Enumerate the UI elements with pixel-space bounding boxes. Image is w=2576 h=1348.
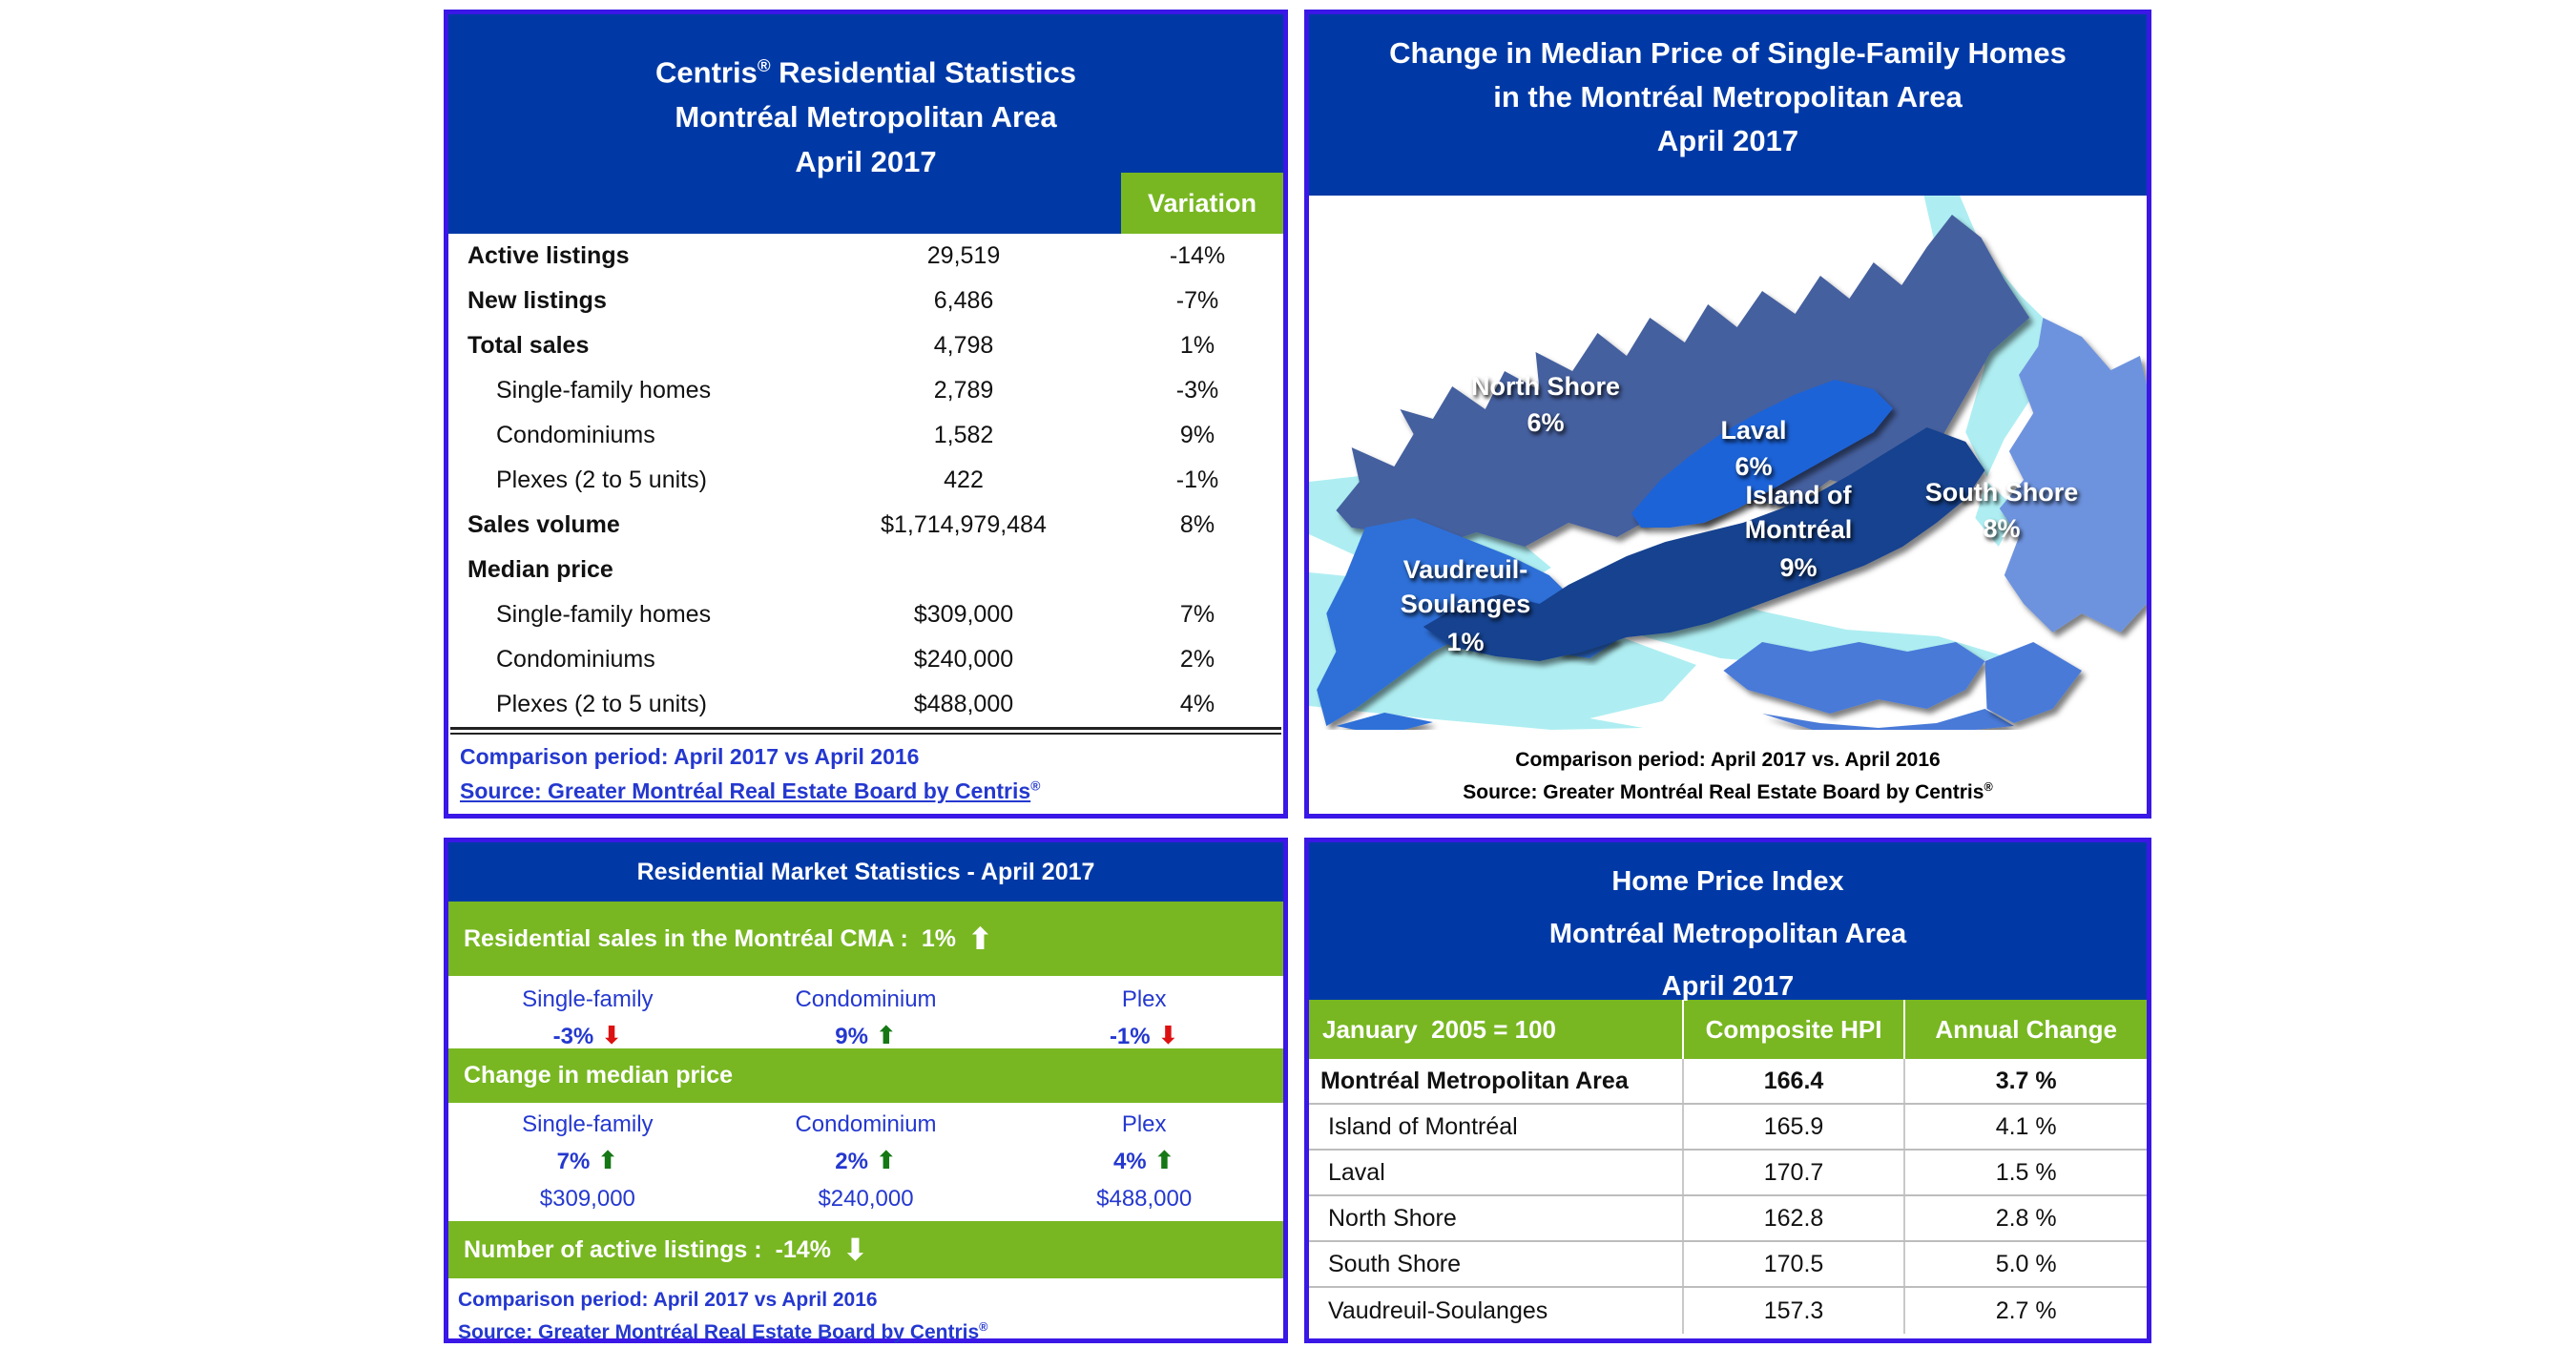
up-arrow-icon: ⬆	[875, 1022, 897, 1050]
table-row: Single-family homes 2,789 -3%	[496, 377, 1219, 404]
band-residential-sales	[448, 902, 1283, 976]
stats-title-line1	[448, 43, 1283, 94]
table-row: Vaudreuil-Soulanges 157.3 2.7 %	[1309, 1288, 2147, 1334]
down-arrow-icon: ⬇	[1157, 1022, 1179, 1050]
stats-title-line2: Montréal Metropolitan Area	[675, 100, 1057, 135]
map-title-line1: Change in Median Price of Single-Family Homes	[1389, 36, 2067, 70]
source-note: Source: Greater Montréal Real Estate Board by Centris®	[458, 1320, 988, 1343]
hpi-title-line1: Home Price Index	[1611, 866, 1844, 897]
variation-column-header	[1121, 173, 1283, 234]
table-row: Montréal Metropolitan Area 166.4 3.7 %	[1309, 1059, 2147, 1105]
table-row: Island of Montréal 165.9 4.1 %	[1309, 1105, 2147, 1151]
source-note: Source: Greater Montréal Real Estate Board by Centris®	[1463, 780, 1993, 803]
comparison-period-note: Comparison period: April 2017 vs April 2016	[460, 744, 920, 769]
table-row: North Shore 162.8 2.8 %	[1309, 1196, 2147, 1242]
table-row: New listings 6,486 -7%	[467, 287, 1219, 314]
hpi-title-line2: Montréal Metropolitan Area	[1548, 919, 1907, 949]
map-label-vaudreuil-soulanges: Vaudreuil- Soulanges 1%	[1400, 555, 1531, 656]
up-arrow-icon: ⬆	[597, 1147, 619, 1175]
sales-col-condominium: Condominium 9% ⬆	[795, 986, 937, 1050]
market-title: Residential Market Statistics - April 2017	[636, 858, 1095, 885]
hpi-base-header: January 2005 = 100	[1322, 1014, 1557, 1044]
comparison-period-note: Comparison period: April 2017 vs. April 2016	[1515, 749, 1941, 771]
market-footnotes	[448, 1278, 1283, 1346]
registered-mark: ®	[979, 1320, 988, 1334]
table-row: Laval 170.7 1.5 %	[1309, 1151, 2147, 1196]
band-median-label: Change in median price	[464, 1062, 734, 1089]
median-col-single-family: Single-family 7% ⬆ $309,000	[522, 1111, 654, 1212]
band-active-listings	[448, 1221, 1283, 1278]
table-row: South Shore 170.5 5.0 %	[1309, 1242, 2147, 1288]
map-footnotes	[1309, 746, 2147, 806]
table-row: Sales volume $1,714,979,484 8%	[467, 511, 1215, 538]
hpi-header	[1309, 842, 2147, 1000]
table-row: Active listings 29,519 -14%	[467, 242, 1226, 269]
stats-header	[448, 14, 1283, 234]
registered-mark: ®	[757, 55, 771, 75]
band-listings-label: Number of active listings :	[464, 1235, 762, 1263]
median-col-plex: Plex 4% ⬆ $488,000	[1096, 1111, 1193, 1212]
map-title-line3: April 2017	[1656, 124, 1799, 157]
brand-name: Centris	[655, 55, 758, 90]
source-link[interactable]: Source: Greater Montréal Real Estate Board by Centris®	[460, 778, 1041, 803]
up-arrow-icon: ⬆	[1153, 1147, 1175, 1175]
map-area	[1309, 196, 2147, 814]
down-arrow-icon: ⬇	[601, 1022, 623, 1050]
hpi-title-line3: April 2017	[1661, 971, 1795, 1002]
band-sales-label: Residential sales in the Montréal CMA :	[464, 924, 908, 952]
table-row: Plexes (2 to 5 units) $488,000 4%	[496, 691, 1215, 717]
stats-title-rest: Residential Statistics	[770, 55, 1076, 90]
sales-col-single-family: Single-family -3% ⬇	[522, 986, 654, 1050]
stats-table	[448, 234, 1283, 727]
sales-change-columns	[448, 976, 1283, 1048]
double-rule	[450, 727, 1281, 735]
panel-centris-statistics	[444, 10, 1288, 819]
map-region-south-shore-lower2[interactable]	[1762, 709, 2014, 730]
map-region-south-shore-lower3[interactable]	[1984, 642, 2082, 723]
table-row: Plexes (2 to 5 units) 422 -1%	[496, 467, 1219, 493]
map-label-south-shore: South Shore 8%	[1924, 478, 2079, 543]
variation-label: Variation	[1147, 188, 1257, 218]
band-listings-value: -14%	[775, 1235, 831, 1263]
hpi-change-header: Annual Change	[1903, 1000, 2147, 1059]
panel-home-price-index	[1304, 838, 2151, 1343]
hpi-composite-header: Composite HPI	[1682, 1000, 1904, 1059]
sales-col-plex: Plex -1% ⬇	[1109, 986, 1179, 1050]
map-label-laval: Laval 6%	[1720, 416, 1787, 481]
table-row: Condominiums $240,000 2%	[496, 646, 1215, 673]
market-header	[448, 842, 1283, 902]
table-row: Total sales 4,798 1%	[467, 332, 1215, 359]
median-price-columns	[448, 1103, 1283, 1221]
map-region-south-shore-lower[interactable]	[1723, 642, 1984, 714]
map-header	[1309, 14, 2147, 196]
map-title-line2: in the Montréal Metropolitan Area	[1493, 80, 1963, 114]
map-label-island-of-montreal: Island of Montréal 9%	[1744, 481, 1853, 582]
panel-median-price-map	[1304, 10, 2151, 819]
down-arrow-icon: ⬇	[841, 1232, 868, 1268]
up-arrow-icon: ⬆	[966, 921, 993, 957]
up-arrow-icon: ⬆	[875, 1147, 897, 1175]
registered-mark: ®	[1030, 778, 1041, 794]
table-row: Single-family homes $309,000 7%	[496, 601, 1215, 628]
stats-footnotes	[448, 735, 1283, 804]
median-col-condominium: Condominium 2% ⬆ $240,000	[795, 1111, 937, 1212]
band-sales-value: 1%	[921, 924, 956, 952]
stats-title-line3: April 2017	[795, 145, 937, 179]
comparison-period-note: Comparison period: April 2017 vs April 2016	[458, 1289, 878, 1311]
panel-residential-market	[444, 838, 1288, 1343]
map-label-north-shore: North Shore 6%	[1470, 372, 1621, 437]
registered-mark: ®	[1984, 780, 1993, 794]
table-row: Median price	[467, 556, 613, 583]
table-row: Condominiums 1,582 9%	[496, 422, 1215, 448]
